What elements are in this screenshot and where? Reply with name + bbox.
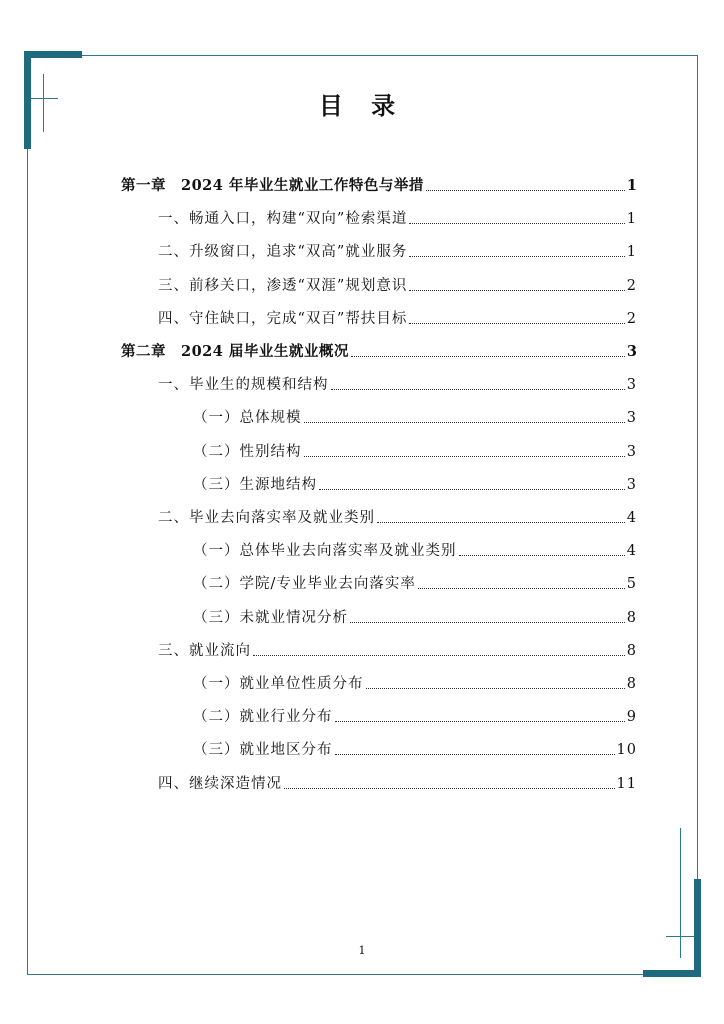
corner-ornament-bottom-right-vertical bbox=[694, 879, 701, 977]
toc-entry-page: 2 bbox=[626, 310, 637, 327]
toc-entry-page: 5 bbox=[626, 576, 637, 593]
toc-leader-dots bbox=[409, 322, 624, 324]
toc-entry-label: （一）总体毕业去向落实率及就业类别 bbox=[193, 543, 457, 560]
page-number: 1 bbox=[358, 944, 366, 957]
toc-leader-dots bbox=[319, 488, 625, 490]
toc-entry-page: 8 bbox=[626, 676, 637, 692]
corner-ornament-top-left bbox=[24, 51, 82, 58]
toc-leader-dots bbox=[377, 521, 625, 523]
toc-entry[interactable] bbox=[193, 572, 637, 594]
toc-entry-label: 一、畅通入口，构建“双向”检索渠道 bbox=[158, 211, 408, 228]
toc-entry-page: 3 bbox=[626, 343, 637, 360]
toc-leader-dots bbox=[351, 355, 625, 357]
toc-leader-dots bbox=[304, 421, 625, 423]
toc-entry-label: （一）就业单位性质分布 bbox=[193, 676, 364, 692]
toc-entry[interactable] bbox=[193, 473, 637, 495]
toc-entry-page: 4 bbox=[626, 543, 637, 560]
toc-entry-label: （一）总体规模 bbox=[193, 410, 302, 427]
toc-leader-dots bbox=[350, 621, 625, 623]
toc-entry-label: （二）性别结构 bbox=[193, 443, 302, 460]
toc-entry-page: 1 bbox=[626, 177, 637, 194]
toc-entry-page: 10 bbox=[616, 742, 637, 759]
corner-ornament-bottom-right bbox=[643, 970, 701, 977]
toc-entry-page: 9 bbox=[626, 709, 637, 726]
toc-entry[interactable] bbox=[193, 705, 637, 727]
toc-leader-dots bbox=[284, 787, 615, 789]
toc-leader-dots bbox=[426, 189, 625, 191]
toc-entry-page: 11 bbox=[616, 775, 637, 792]
toc-entry[interactable] bbox=[193, 606, 637, 628]
toc-entry-page: 8 bbox=[626, 642, 637, 659]
toc-entry-label: （二）就业行业分布 bbox=[193, 709, 333, 726]
toc-entry-label: （三）未就业情况分析 bbox=[193, 609, 348, 626]
toc-entry[interactable] bbox=[193, 672, 637, 694]
toc-leader-dots bbox=[409, 289, 624, 291]
toc-entry-page: 2 bbox=[626, 277, 637, 294]
toc-entry[interactable] bbox=[158, 207, 637, 229]
toc-entry[interactable] bbox=[121, 340, 637, 362]
toc-entry-page: 1 bbox=[626, 244, 637, 261]
toc-entry-label: 第二章 2024 届毕业生就业概况 bbox=[121, 343, 349, 360]
toc-leader-dots bbox=[418, 587, 625, 589]
toc-entry-label: 二、毕业去向落实率及就业类别 bbox=[158, 510, 375, 526]
page-title: 目 录 bbox=[318, 91, 406, 120]
toc-entry[interactable] bbox=[193, 738, 637, 760]
toc-leader-dots bbox=[335, 720, 625, 722]
toc-leader-dots bbox=[253, 654, 625, 656]
toc-entry-page: 1 bbox=[626, 211, 637, 228]
toc-entry[interactable] bbox=[158, 373, 637, 395]
toc-entry[interactable] bbox=[121, 174, 637, 196]
toc-entry-page: 3 bbox=[626, 377, 637, 394]
toc-entry[interactable] bbox=[193, 440, 637, 462]
toc-entry[interactable] bbox=[158, 240, 637, 262]
toc-leader-dots bbox=[459, 554, 625, 556]
toc-entry-label: 第一章 2024 年毕业生就业工作特色与举措 bbox=[121, 177, 424, 194]
toc-entry-page: 3 bbox=[626, 410, 637, 427]
toc-leader-dots bbox=[335, 753, 615, 755]
toc-entry[interactable] bbox=[193, 406, 637, 428]
toc-entry[interactable] bbox=[158, 307, 637, 329]
toc-entry[interactable] bbox=[158, 639, 637, 661]
toc-entry-label: （三）就业地区分布 bbox=[193, 742, 333, 759]
toc-entry[interactable] bbox=[158, 506, 637, 528]
toc-entry-label: 四、守住缺口，完成“双百”帮扶目标 bbox=[158, 310, 408, 327]
toc-entry-label: 四、继续深造情况 bbox=[158, 775, 282, 792]
toc-leader-dots bbox=[409, 255, 624, 257]
toc-leader-dots bbox=[304, 455, 625, 457]
toc-leader-dots bbox=[331, 388, 625, 390]
toc-entry[interactable] bbox=[193, 539, 637, 561]
toc-leader-dots bbox=[409, 222, 624, 224]
toc-entry-label: （二）学院/专业毕业去向落实率 bbox=[193, 576, 416, 593]
toc-entry[interactable] bbox=[158, 772, 637, 794]
toc-entry-label: 一、毕业生的规模和结构 bbox=[158, 377, 329, 394]
toc-entry-page: 3 bbox=[626, 476, 637, 493]
toc-entry-label: 三、前移关口，渗透“双涯”规划意识 bbox=[158, 277, 408, 294]
toc-entry[interactable] bbox=[158, 274, 637, 296]
toc-entry-page: 3 bbox=[626, 443, 637, 460]
toc-entry-label: 二、升级窗口，追求“双高”就业服务 bbox=[158, 244, 408, 261]
toc-entry-label: （三）生源地结构 bbox=[193, 476, 317, 493]
toc-entry-page: 8 bbox=[626, 609, 637, 626]
corner-tick-bottom-right-vertical bbox=[680, 828, 681, 958]
toc-entry-label: 三、就业流向 bbox=[158, 642, 251, 659]
toc-entry-page: 4 bbox=[626, 510, 637, 526]
toc-leader-dots bbox=[366, 687, 625, 689]
